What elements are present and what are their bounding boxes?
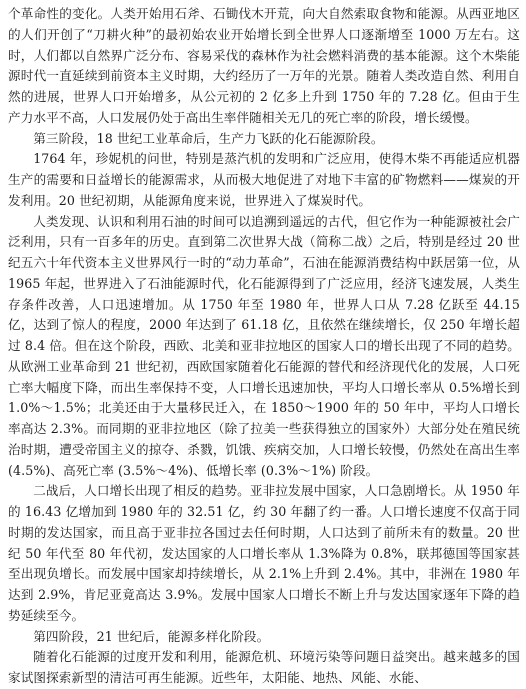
paragraph-oil-era: 人类发现、认识和利用石油的时间可以追溯到遥远的古代，但它作为一种能源被社会广泛利用，只有一百多年的历史。直到第二次世界大战（简称二战）之后，特别是经过 20 世纪五六十年代资本主义世界风行一时的“动力革命”，石油在能源消费结构中跃居第一位，从 1965 年起，世界进入了石油能源时代，化石能源得到了广泛应用，经济飞速发展，人类生存条件改善，人口迅速增加。从 1750 年至 1980 年，世界人口从 7.28 亿跃至 44.15 亿，达到了惊人的程度，2000 年达到了 61.18 亿，且依然在继续增长，仅 250 年增长超过 8.4 倍。但在这个阶段，西欧、北美和亚非拉地区的国家人口的增长出现了不同的趋势。从欧洲工业革命到 21 世纪初，西欧国家随着化石能源的替代和经济现代化的发展，人口死亡率大幅度下降，而出生率保持不变，人口增长迅速加快，平均人口增长率从 0.5%增长到 1.0%～1.5%；北美还由于大量移民迁入，在 1850～1900 年的 50 年中，平均人口增长率高达 2.3%。而同期的亚非拉地区（除了拉美一些获得独立的国家外）大部分处在殖民统治时期，遭受帝国主义的掠夺、杀戮，饥饿、疾病交加，人口增长较慢，仍然处在高出生率(4.5%)、高死亡率 (3.5%～4%)、低增长率 (0.3%～1%) 阶段。 [8,213,520,478]
paragraph-coal-era: 1764 年，珍妮机的问世，特别是蒸汽机的发明和广泛应用，使得木柴不再能适应机器生产的需要和日益增长的能源需求，从而极大地促进了对地下丰富的矿物燃料——煤炭的开发利用。20 世纪初期，从能源角度来说，世界进入了煤炭时代。 [8,151,520,208]
paragraph-wood-fuel-era: 个革命性的变化。人类开始用石斧、石锄伐木开荒，向大自然索取食物和能源。从西亚地区的人们开创了“刀耕火种”的最初始农业开始增长到全世界人口逐渐增至 1000 万左右。这时，人们都以自然界广泛分布、容易采伐的森林作为社会燃料消费的基本能源。这个木柴能源时代一直延续到前资本主义时期，大约经历了一万年的光景。随着人类改造自然、利用自然的进展，世界人口开始增多，从公元初的 2 亿多上升到 1750 年的 7.28 亿。但由于生产力水平不高，人口发展仍处于高出生率伴随相关无几的死亡率的阶段，增长缓慢。 [8,6,520,125]
paragraph-energy-diversification: 随着化石能源的过度开发和利用，能源危机、环境污染等问题日益突出。越来越多的国家试图探索新型的清洁可再生能源。近些年，太阳能、地热、风能、水能、 [8,649,520,685]
paragraph-stage-four-heading: 第四阶段，21 世纪后，能源多样化阶段。 [33,628,270,644]
paragraph-postwar-trends: 二战后，人口增长出现了相反的趋势。亚非拉发展中国家，人口急剧增长。从 1950 年的 16.43 亿增加到 1980 年的 32.51 亿，约 30 年翻了约一番。人口增长速度不仅高于同时期的发达国家，而且高于亚非拉各国过去任何时期，人口达到了前所未有的数量。20 世纪 50 年代至 80 年代初，发达国家的人口增长率从 1.3%降为 0.8%，联邦德国等国家甚至出现负增长。而发展中国家却持续增长，从 2.1%上升到 2.4%。其中，非洲在 1980 年达到 2.9%，肯尼亚竟高达 3.9%。发展中国家人口增长不断上升与发达国家逐年下降的趋势延续至今。 [8,483,520,623]
document-page [8,4,520,689]
paragraph-stage-three-heading: 第三阶段，18 世纪工业革命后，生产力飞跃的化石能源阶段。 [33,130,384,146]
